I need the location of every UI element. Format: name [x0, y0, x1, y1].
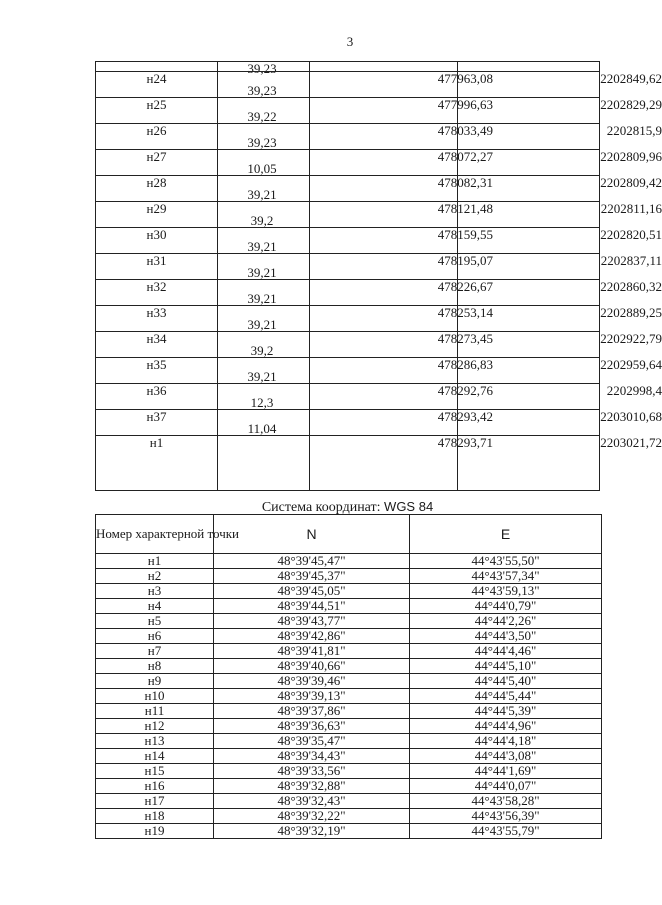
segment-length: 39,21	[247, 239, 277, 254]
latitude-n: 48°39'35,47"	[214, 734, 410, 749]
longitude-e: 44°44'1,69"	[410, 764, 602, 779]
point-name: н33	[146, 305, 167, 320]
longitude-e: 44°44'5,39"	[410, 704, 602, 719]
point-name: н13	[96, 734, 214, 749]
longitude-e: 44°43'55,50"	[410, 554, 602, 569]
page-number: 3	[346, 34, 354, 49]
coordinate-x: 478293,42	[437, 409, 493, 424]
coordinate-y: 2202860,32	[600, 279, 662, 294]
table-header-row	[96, 515, 602, 554]
segment-length: 39,21	[247, 317, 277, 332]
segment-length: 39,22	[247, 109, 277, 124]
table-row	[96, 599, 602, 614]
point-name: н16	[96, 779, 214, 794]
longitude-e: 44°44'3,50"	[410, 629, 602, 644]
segment-length: 10,05	[247, 161, 277, 176]
coordinate-x: 477963,08	[437, 71, 493, 86]
segment-length: 39,21	[247, 187, 277, 202]
coordinate-x: 477996,63	[437, 97, 493, 112]
table-row	[96, 794, 602, 809]
point-name: н5	[96, 614, 214, 629]
coordinate-system-label: Система координат:	[261, 500, 385, 515]
coordinate-x: 478293,71	[437, 435, 493, 450]
latitude-n: 48°39'40,66"	[214, 659, 410, 674]
coordinate-y: 2202809,42	[600, 175, 662, 190]
point-name: н15	[96, 764, 214, 779]
segment-length: 39,23	[247, 135, 277, 150]
point-name: н31	[146, 253, 167, 268]
point-name: н10	[96, 689, 214, 704]
point-name: н29	[146, 201, 167, 216]
longitude-e: 44°44'0,79"	[410, 599, 602, 614]
latitude-n: 48°39'34,43"	[214, 749, 410, 764]
point-name: н32	[146, 279, 167, 294]
longitude-e: 44°44'2,26"	[410, 614, 602, 629]
table-row	[96, 764, 602, 779]
longitude-e: 44°44'5,10"	[410, 659, 602, 674]
coordinate-y: 2202837,11	[600, 253, 662, 268]
table-row	[96, 629, 602, 644]
latitude-n: 48°39'32,88"	[214, 779, 410, 794]
segment-length: 12,3	[250, 395, 274, 410]
coordinate-y: 2202998,4	[606, 383, 662, 398]
point-name: н3	[96, 584, 214, 599]
longitude-e: 44°43'55,79"	[410, 824, 602, 839]
segment-length: 39,21	[247, 369, 277, 384]
coordinate-x: 478072,27	[437, 149, 493, 164]
column-header-n: N	[214, 515, 410, 554]
latitude-n: 48°39'45,05"	[214, 584, 410, 599]
point-name: н1	[149, 435, 164, 450]
table-row	[96, 584, 602, 599]
column-header-e: E	[410, 515, 602, 554]
table-row	[96, 809, 602, 824]
point-name: н11	[96, 704, 214, 719]
coordinate-x: 478195,07	[437, 253, 493, 268]
table-row	[96, 569, 602, 584]
table-row	[96, 644, 602, 659]
table-row	[96, 614, 602, 629]
longitude-e: 44°43'58,28"	[410, 794, 602, 809]
point-name: н6	[96, 629, 214, 644]
coordinate-system-title	[95, 500, 600, 515]
latitude-n: 48°39'43,77"	[214, 614, 410, 629]
longitude-e: 44°43'56,39"	[410, 809, 602, 824]
point-name: н25	[146, 97, 167, 112]
coordinate-x: 478082,31	[437, 175, 493, 190]
coordinate-system-name: WGS 84	[384, 499, 434, 514]
point-name: н7	[96, 644, 214, 659]
latitude-n: 48°39'33,56"	[214, 764, 410, 779]
longitude-e: 44°44'3,08"	[410, 749, 602, 764]
latitude-n: 48°39'32,22"	[214, 809, 410, 824]
segment-length: 39,21	[247, 291, 277, 306]
point-name: н12	[96, 719, 214, 734]
latitude-n: 48°39'42,86"	[214, 629, 410, 644]
table-row	[96, 704, 602, 719]
point-name: н14	[96, 749, 214, 764]
coordinate-y: 2202959,64	[600, 357, 662, 372]
point-name: н24	[146, 71, 167, 86]
latitude-n: 48°39'41,81"	[214, 644, 410, 659]
point-name: н27	[146, 149, 167, 164]
longitude-e: 44°44'4,96"	[410, 719, 602, 734]
coordinate-x: 478253,14	[437, 305, 493, 320]
coordinate-x: 478292,76	[437, 383, 493, 398]
point-name: н18	[96, 809, 214, 824]
point-name: н4	[96, 599, 214, 614]
point-name: н19	[96, 824, 214, 839]
table-row	[96, 554, 602, 569]
point-name: н8	[96, 659, 214, 674]
coordinate-x: 478273,45	[437, 331, 493, 346]
longitude-e: 44°44'5,40"	[410, 674, 602, 689]
coordinates-table-wgs84	[95, 514, 602, 839]
table-row	[96, 719, 602, 734]
coordinate-y: 2202809,96	[600, 149, 662, 164]
table-row	[96, 779, 602, 794]
latitude-n: 48°39'45,47"	[214, 554, 410, 569]
coordinate-y: 2202849,62	[600, 71, 662, 86]
segment-length: 39,23	[247, 61, 277, 76]
coordinate-x: 478033,49	[437, 123, 493, 138]
coordinate-y: 2202820,51	[600, 227, 662, 242]
table-row	[96, 689, 602, 704]
coordinate-x: 478286,83	[437, 357, 493, 372]
coordinates-table-msk	[95, 61, 662, 491]
point-name: н30	[146, 227, 167, 242]
longitude-e: 44°44'4,46"	[410, 644, 602, 659]
table-row	[96, 674, 602, 689]
coordinate-y: 2202811,16	[600, 201, 662, 216]
segment-length: 11,04	[247, 421, 277, 436]
point-name: н2	[96, 569, 214, 584]
point-name: н36	[146, 383, 167, 398]
latitude-n: 48°39'44,51"	[214, 599, 410, 614]
point-name: н9	[96, 674, 214, 689]
longitude-e: 44°44'0,07"	[410, 779, 602, 794]
latitude-n: 48°39'32,43"	[214, 794, 410, 809]
table-row	[96, 824, 602, 839]
latitude-n: 48°39'32,19"	[214, 824, 410, 839]
point-name: н26	[146, 123, 167, 138]
segment-length: 39,2	[250, 343, 274, 358]
coordinate-y: 2202922,79	[600, 331, 662, 346]
longitude-e: 44°43'57,34"	[410, 569, 602, 584]
coordinate-y: 2202889,25	[600, 305, 662, 320]
point-name: н1	[96, 554, 214, 569]
segment-length: 39,23	[247, 83, 277, 98]
coordinate-y: 2203021,72	[600, 435, 662, 450]
coordinate-y: 2203010,68	[600, 409, 662, 424]
table-row	[96, 749, 602, 764]
coordinate-x: 478159,55	[437, 227, 493, 242]
point-name: н34	[146, 331, 167, 346]
table-row	[96, 659, 602, 674]
table-row	[96, 734, 602, 749]
longitude-e: 44°43'59,13"	[410, 584, 602, 599]
coordinate-x: 478121,48	[437, 201, 493, 216]
segment-length: 39,2	[250, 213, 274, 228]
coordinate-y: 2202815,9	[606, 123, 662, 138]
point-name: н35	[146, 357, 167, 372]
longitude-e: 44°44'4,18"	[410, 734, 602, 749]
latitude-n: 48°39'37,86"	[214, 704, 410, 719]
point-name: н17	[96, 794, 214, 809]
column-header-point-number: Номер характерной точки	[96, 515, 214, 554]
point-name: н37	[146, 409, 167, 424]
latitude-n: 48°39'39,46"	[214, 674, 410, 689]
coordinate-x: 478226,67	[437, 279, 493, 294]
segment-length: 39,21	[247, 265, 277, 280]
latitude-n: 48°39'39,13"	[214, 689, 410, 704]
latitude-n: 48°39'36,63"	[214, 719, 410, 734]
latitude-n: 48°39'45,37"	[214, 569, 410, 584]
coordinate-y: 2202829,29	[600, 97, 662, 112]
longitude-e: 44°44'5,44"	[410, 689, 602, 704]
point-name: н28	[146, 175, 167, 190]
